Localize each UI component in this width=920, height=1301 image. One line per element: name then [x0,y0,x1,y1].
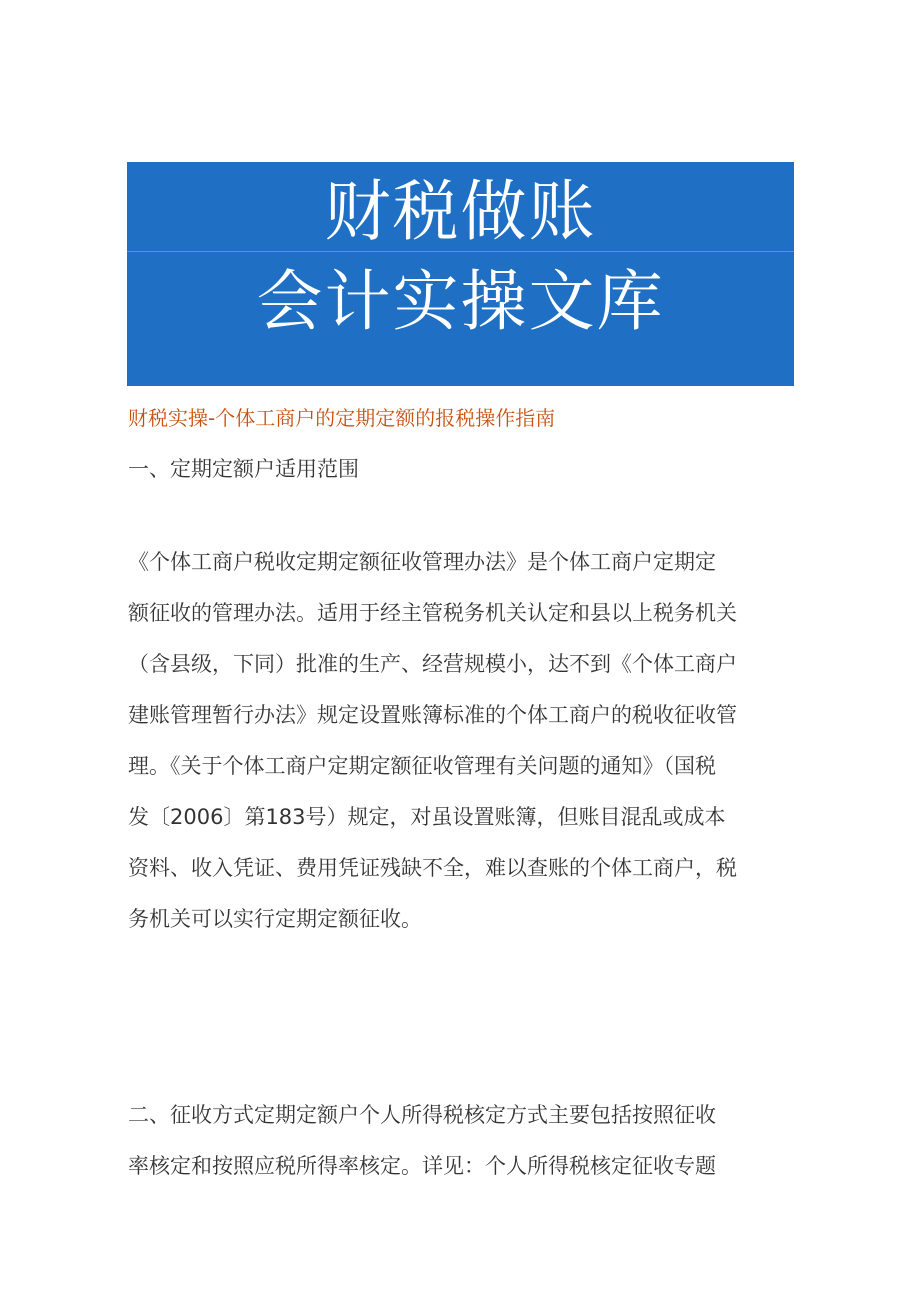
paragraph-line: 二、征收方式定期定额户个人所得税核定方式主要包括按照征收 [128,1103,716,1127]
section-1-paragraph [128,537,792,945]
document-subtitle: 财税实操-个体工商户的定期定额的报税操作指南 [128,406,556,430]
paragraph-line: 建账管理暂行办法》规定设置账簿标准的个体工商户的税收征收管 [128,703,737,727]
paragraph-line: （含县级，下同）批准的生产、经营规模小，达不到《个体工商户 [128,652,737,676]
paragraph-line: 额征收的管理办法。适用于经主管税务机关认定和县以上税务机关 [128,601,737,625]
paragraph-line: 资料、收入凭证、费用凭证残缺不全，难以查账的个体工商户，税 [128,856,737,880]
banner-divider [127,251,794,252]
paragraph-line: 发〔2006〕第183号）规定，对虽设置账簿，但账目混乱或成本 [128,805,726,829]
title-banner [127,162,794,386]
paragraph-line: 率核定和按照应税所得率核定。详见：个人所得税核定征收专题 [128,1154,716,1178]
paragraph-line: 《个体工商户税收定期定额征收管理办法》是个体工商户定期定 [128,550,716,574]
banner-title-line-1: 财税做账 [324,173,597,250]
section-2-paragraph [128,1090,792,1192]
paragraph-line: 务机关可以实行定期定额征收。 [128,907,422,931]
section-1-heading: 一、定期定额户适用范围 [128,457,359,481]
banner-title-line-2: 会计实操文库 [256,263,665,340]
paragraph-line: 理。《关于个体工商户定期定额征收管理有关问题的通知》（国税 [128,754,716,778]
